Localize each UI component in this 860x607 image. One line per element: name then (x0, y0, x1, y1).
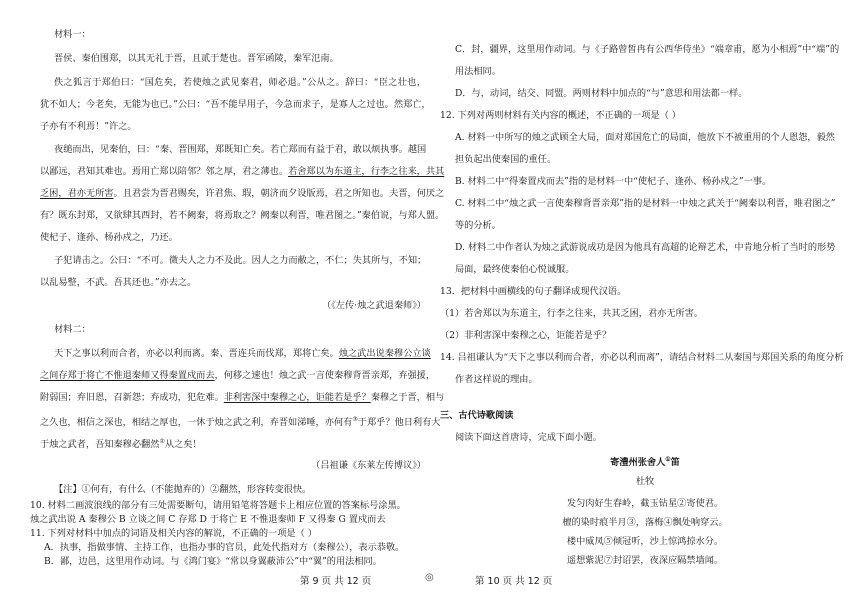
page-center-mark: ◎ (425, 572, 434, 583)
question-14-cont: 作者这样说的理由。 (455, 374, 538, 385)
page-footer-right: 第 10 页 共 12 页 (475, 576, 553, 587)
m2-paragraph: 附弱国；弃旧恩，召新怨；弃成功，犯危难。非利害深中秦穆之心，讵能若是乎？秦穆之于晋，相与 (40, 392, 445, 403)
q12-option-b: B. 材料二中“得秦置戍而去”指的是材料一中“使杞子、逢孙、杨孙戍之”一事。 (455, 176, 772, 187)
underlined-sentence: 若舍郑以为东道主，行李之往来，共其 (288, 166, 445, 177)
m1-paragraph: 佚之狐言于郑伯曰：“国危矣，若使烛之武见秦君，师必退。”公从之。辞曰：“臣之壮也， (54, 77, 426, 88)
m1-paragraph: 子犯请击之。公曰：“不可。微夫人之力不及此。因人之力而敝之，不仁；失其所与，不知； (54, 255, 427, 266)
underlined-sentence: 非利害深中秦穆之心，讵能若是乎？ (223, 392, 371, 403)
question-10-options: 烛之武出说 A 秦穆公 B 立谈之间 C 存郑 D 于将亡 E 不惟退秦师 F 又得秦 G 置戍而去 (30, 514, 386, 525)
m1-paragraph: 子亦有不利焉！”许之。 (40, 121, 137, 132)
question-11: 11. 下列对材料中加点的词语及相关内容的解说，不正确的一项是（ ） (30, 528, 317, 539)
m1-paragraph: 使杞子、逢孙、杨孙戍之，乃还。 (40, 232, 178, 243)
q12-option-d: D. 材料二中作者认为烛之武游说成功是因为他具有高超的论辩艺术，中肯地分析了当时的形势 (455, 242, 836, 253)
m2-paragraph: 于烛之武者，吾知秦穆必翻然②从之矣！ (40, 438, 202, 451)
question-13: 13．把材料中画横线的句子翻译成现代汉语。 (440, 286, 627, 297)
q12-option-c: C. 材料二中“烛之武一言使秦穆背晋亲郑”指的是材料一中烛之武关于“阙秦以利晋，唯君图之” (455, 198, 836, 209)
q11-option-c: C．封，疆界，这里用作动词。与《子路曾皙冉有公西华侍坐》“端章甫，愿为小相焉”中“端”的 (455, 44, 840, 55)
q11-option-d: D．与，动词，结交、同盟。两则材料中加点的“与”意思和用法都一样。 (455, 88, 748, 99)
question-13-part-1: （1）若舍郑以为东道主，行李之往来，共其乏困，君亦无所害。 (440, 308, 704, 319)
question-13-part-2: （2）非利害深中秦穆之心，讵能若是乎？ (440, 330, 612, 341)
m1-paragraph: 乏困，君亦无所害。且君尝为晋君赐矣，许君焦、瑕，朝济而夕设版焉，君之所知也。夫晋，何厌之 (40, 188, 445, 199)
q11-option-c-cont: 用法相同。 (455, 66, 501, 77)
q12-option-a: A. 材料一中所写的烛之武顾全大局，面对郑国危亡的局面，他放下不被重用的个人恩怨，毅然 (455, 132, 835, 143)
poem-title: 寄澧州张舍人①笛 (610, 456, 680, 469)
m1-paragraph: 犹不如人；今老矣，无能为也已。”公曰：“吾不能早用子，今急而求子，是寡人之过也。然郑亡， (40, 99, 431, 110)
question-14: 14. 吕祖谦认为“天下之事以利而合者，亦必以利而离”，请结合材料二从秦国与郑国关系的角度分析 (440, 352, 844, 363)
m1-paragraph: 晋侯、秦伯围郑，以其无礼于晋，且贰于楚也。晋军函陵，秦军氾南。 (54, 53, 339, 64)
wavy-underlined: 之间存郑于将亡不惟退秦师又得秦置戍而去 (40, 370, 215, 381)
underlined-sentence: 乏困，君亦无所害 (40, 188, 114, 199)
material-two-title: 材料二： (54, 324, 91, 335)
q12-option-d-cont: 局面，最终使秦伯心悦诚服。 (455, 264, 575, 275)
material-one-title: 材料一： (54, 29, 91, 40)
poem-line: 发匀肉好生春岭，截玉钻星②寄使君。 (566, 498, 724, 509)
q12-option-c-cont: 等的分析。 (455, 220, 501, 231)
m1-paragraph: 以乱易整，不武。吾其还也。”亦去之。 (40, 277, 197, 288)
q11-option-a: A．执事，指做事情、主持工作，也指办事的官员，此处代指对方（秦穆公），表示恭敬。 (44, 542, 405, 553)
m1-source: （《左传·烛之武退秦师》） (322, 300, 426, 311)
poem-line: 遥想紫泥⑦封诏罢，夜深应隔禁墙闻。 (566, 555, 724, 566)
m2-source: （吕祖谦《东莱左传博议》） (311, 460, 426, 471)
poem-line: 檀的染时痕半月③，落梅④飘处响穿云。 (562, 517, 728, 528)
m1-paragraph: 以鄙远，君知其难也。焉用亡郑以陪邻？邻之厚，君之薄也。若舍郑以为东道主，行李之往来，共其 (40, 166, 445, 177)
m1-paragraph: 夜缒而出，见秦伯，曰：“秦、晋围郑，郑既知亡矣。若亡郑而有益于君，敢以烦执事。越国 (54, 144, 427, 155)
section-three-heading: 三、古代诗歌阅读 (440, 410, 514, 421)
question-10: 10. 材料二画波浪线的部分有三处需要断句，请用铅笔将答题卡上相应位置的答案标号涂黑。 (30, 500, 406, 511)
section-three-intro: 阅读下面这首唐诗，完成下面小题。 (455, 432, 602, 443)
m1-paragraph: 有？既东封郑，又欲肆其西封，若不阙秦，将焉取之？阙秦以利晋，唯君图之。”秦伯说，与郑人盟。 (40, 210, 445, 221)
annotation-note: 【注】①何有，有什么（不能抛弃的）②翻然，形容转变很快。 (54, 484, 312, 495)
page-footer-left: 第 9 页 共 12 页 (300, 576, 372, 587)
m2-paragraph: 之久也，相信之深也，相结之厚也，一休于烛之武之利，弃晋如涕唾，亦何有③于郑乎？他日利有大 (40, 416, 441, 429)
poem-line: 楼中威凤⑤倾冠听，沙上惊鸿掠水分。 (566, 536, 724, 547)
poem-author: 杜牧 (635, 476, 655, 487)
wavy-underlined: 烛之武出说秦穆公立谈 (338, 348, 431, 359)
q11-option-b: B．鄙，边邑，这里用作动词。与《鸿门宴》“常以身翼蔽沛公”中“翼”的用法相同。 (44, 556, 382, 567)
m2-paragraph: 天下之事以利而合者，亦必以利而离。秦、晋连兵而伐郑，郑将亡矣。烛之武出说秦穆公立谈 (54, 348, 431, 359)
question-12: 12. 下列对两则材料有关内容的概述，不正确的一项是（ ） (440, 110, 681, 121)
m2-paragraph: 之间存郑于将亡不惟退秦师又得秦置戍而去，何移之速也！烛之武一言使秦穆背晋亲郑，弃强援， (40, 370, 436, 381)
q12-option-a-cont: 担负起出使秦国的重任。 (455, 154, 557, 165)
